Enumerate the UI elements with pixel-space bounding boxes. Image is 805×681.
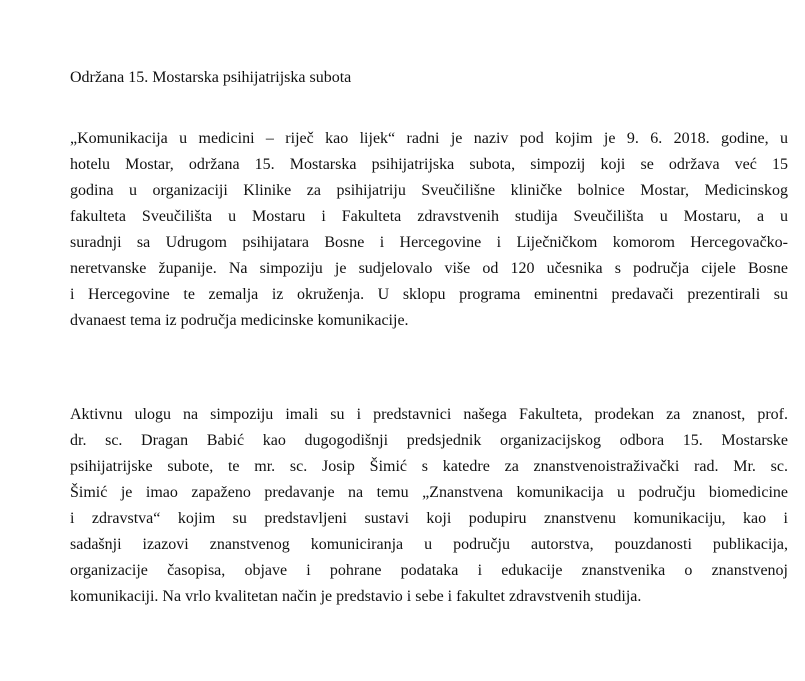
text-line: godina u organizaciji Klinike za psihijatriju Sveučilišne kliničke bolnice Mostar, Medicinskog: [70, 182, 788, 199]
text-line: fakulteta Sveučilišta u Mostaru i Fakulteta zdravstvenih studija Sveučilišta u Mostaru, a u: [70, 208, 788, 225]
text-line: i Hercegovine te zemalja iz okruženja. U sklopu programa eminentni predavači prezentirali su: [70, 286, 788, 303]
text-line: i zdravstva“ kojim su predstavljeni sustavi koji podupiru znanstvenu komunikaciju, kao i: [70, 510, 788, 527]
text-line: Šimić je imao zapaženo predavanje na temu „Znanstvena komunikacija u području biomedicine: [70, 484, 788, 501]
text-line: organizacije časopisa, objave i pohrane podataka i edukacije znanstvenika o znanstvenoj: [70, 562, 788, 579]
text-line: Aktivnu ulogu na simpoziju imali su i predstavnici našega Fakulteta, prodekan za znanost, prof.: [70, 406, 788, 423]
text-line: „Komunikacija u medicini – riječ kao lijek“ radni je naziv pod kojim je 9. 6. 2018. godine, u: [70, 130, 788, 147]
paragraph-1: [70, 129, 788, 337]
text-line: psihijatrijske subote, te mr. sc. Josip Šimić s katedre za znanstvenoistraživački rad. Mr. sc.: [70, 458, 788, 475]
text-line: hotelu Mostar, održana 15. Mostarska psihijatrijska subota, simpozij koji se održava već 15: [70, 156, 788, 173]
text-line: sadašnji izazovi znanstvenog komuniciranja u području autorstva, pouzdanosti publikacija,: [70, 536, 788, 553]
text-line: dvanaest tema iz područja medicinske komunikacije.: [70, 312, 409, 329]
text-line: komunikaciji. Na vrlo kvalitetan način je predstavio i sebe i fakultet zdravstvenih studija.: [70, 588, 642, 605]
document-title: Održana 15. Mostarska psihijatrijska subota: [70, 69, 352, 86]
text-line: dr. sc. Dragan Babić kao dugogodišnji predsjednik organizacijskog odbora 15. Mostarske: [70, 432, 788, 449]
text-line: suradnji sa Udrugom psihijatara Bosne i Hercegovine i Liječničkom komorom Hercegovačko-: [70, 234, 788, 251]
text-line: neretvanske županije. Na simpoziju je sudjelovalo više od 120 učesnika s područja cijele Bosne: [70, 260, 788, 277]
paragraph-2: [70, 405, 788, 613]
